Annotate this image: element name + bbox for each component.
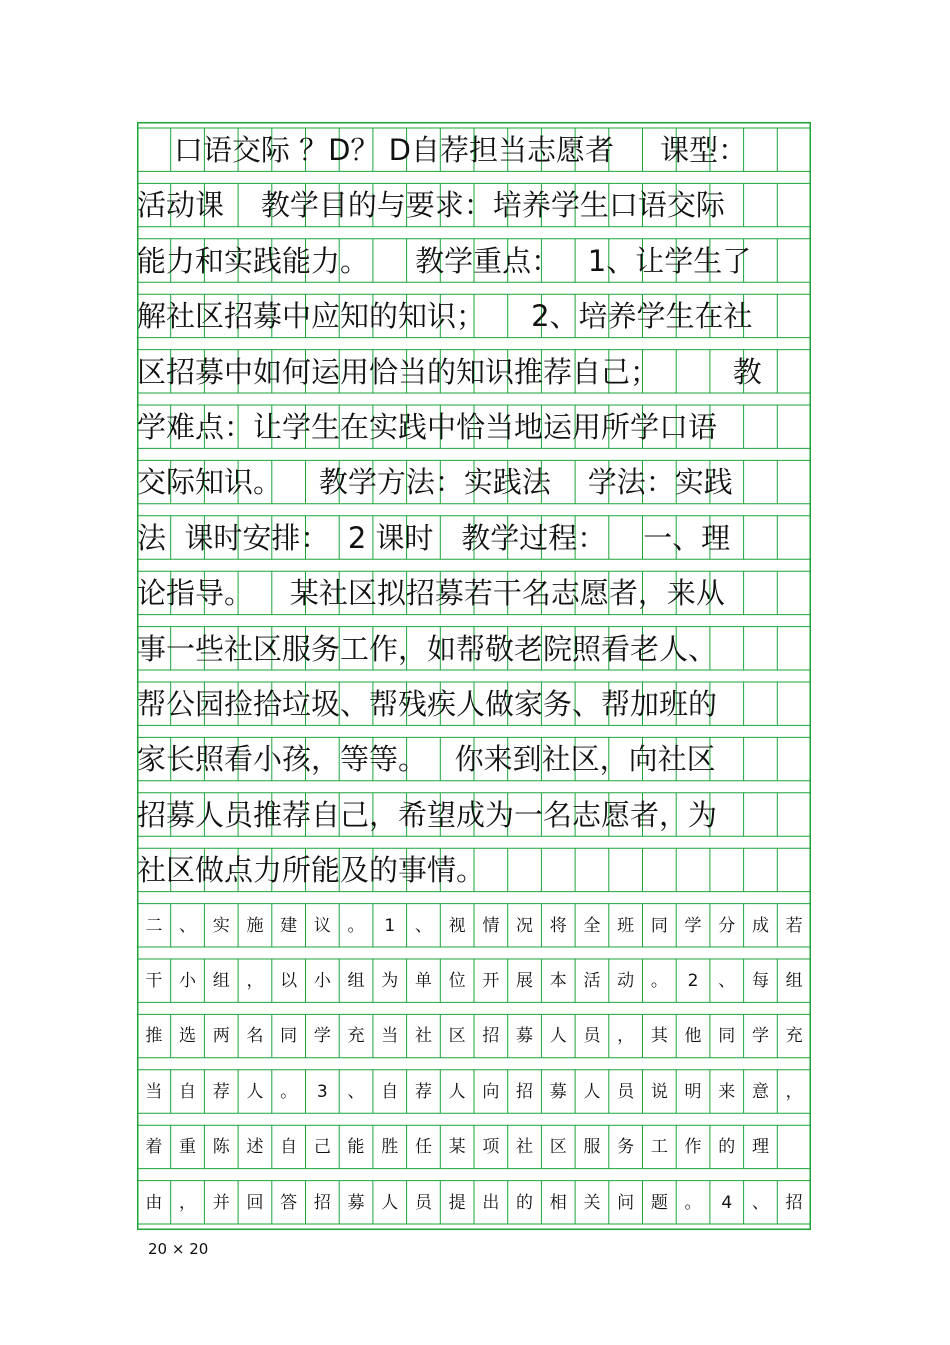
grid-cell-char: 提 [448,1192,466,1213]
grid-cell-char: 当 [145,1081,163,1102]
grid-cell-char: 、 [718,971,736,991]
grid-cell-char: 学 [684,915,702,936]
grid-cell-char: 干 [145,971,163,991]
grid-cell-char: 、 [347,1081,365,1102]
grid-cell-char: ， [246,971,264,991]
grid-cell-char: 回 [246,1192,264,1213]
paragraph-line: 活动课 教学目的与要求：培养学生口语交际 [137,188,725,223]
grid-cell-char: 自 [381,1081,399,1102]
paragraph-line: 交际知识。 教学方法：实践法 学法：实践 [137,465,733,500]
manuscript-sheet [137,122,811,1230]
grid-cell-char: 4 [721,1192,733,1213]
grid-cell-char: 关 [583,1192,601,1213]
grid-cell-char: 名 [246,1026,264,1047]
cell-line [137,953,811,1009]
grid-cell-char: 重 [179,1137,197,1158]
grid-cell-char: 。 [684,1192,702,1213]
grid-cell-char: 开 [482,971,500,991]
grid-cell-char: 建 [280,915,298,936]
grid-cell-char: 组 [212,971,230,991]
paragraph-line: 招募人员推荐自己，希望成为一名志愿者，为 [137,797,718,832]
grid-cell-char: 务 [617,1137,635,1158]
grid-cell-char: 学 [313,1026,331,1047]
grid-cell-char: 出 [482,1192,500,1213]
paragraph-line: 社区做点力所能及的事情。 [137,853,486,888]
grid-cell-char: 工 [650,1137,668,1158]
paragraph-line: 学难点：让学生在实践中恰当地运用所学口语 [137,410,718,444]
paragraph-line: 口语交际 ？D？ D自荐担当志愿者 课型： [137,133,748,167]
grid-cell-char: 本 [549,971,567,991]
paragraph-line: 家长照看小孩，等等。 你来到社区，向社区 [137,742,716,777]
grid-cell-char: 位 [448,971,466,991]
grid-cell-char: 其 [650,1026,668,1047]
grid-cell-char: 招 [482,1026,500,1047]
grid-cell-char: 人 [381,1192,399,1213]
grid-cell-char: 小 [179,971,197,991]
grid-cell-char: 1 [384,915,396,936]
paragraph-line: 帮公园捡拾垃圾、帮残疾人做家务、帮加班的 [137,687,718,721]
grid-cell-char: 项 [482,1137,500,1158]
grid-cell-char: 、 [414,915,432,936]
grid-cell-char: 答 [280,1192,298,1213]
grid-cell-char: 充 [785,1026,803,1047]
grid-cell-char: 班 [617,915,635,936]
grid-cell-char: 作 [684,1137,702,1158]
grid-cell-char: 述 [246,1137,264,1158]
grid-cell-char: 小 [313,971,331,991]
grid-cell-char: 员 [583,1026,601,1047]
grid-cell-char [777,1119,811,1175]
grid-cell-char: 社 [414,1026,432,1047]
grid-cell-char: 动 [617,971,635,991]
grid-cell-char: 员 [617,1081,635,1102]
cell-line [137,1119,811,1175]
grid-cell-char: 、 [179,915,197,936]
grid-cell-char: 以 [280,971,298,991]
grid-cell-char: 、 [751,1192,769,1213]
grid-cell-char: 员 [414,1192,432,1213]
paragraph-line: 论指导。 某社区拟招募若干名志愿者，来从 [137,576,725,611]
grid-cell-char: 同 [718,1026,736,1047]
paragraph-line: 能力和实践能力。 教学重点： 1、让学生了 [137,243,752,278]
grid-cell-char: 招 [313,1192,331,1213]
grid-cell-char: 招 [516,1081,534,1102]
grid-cell-char: 为 [381,971,399,991]
grid-cell-char: 组 [347,971,365,991]
grid-cell-char: 人 [583,1081,601,1102]
grid-cell-char: 由 [145,1192,163,1213]
grid-cell-char: 陈 [212,1137,230,1158]
grid-cell-char: 意 [751,1081,769,1102]
grid-cell-char: 实 [212,915,230,936]
grid-cell-char: 相 [549,1192,567,1213]
grid-cell-char: 。 [650,971,668,991]
paragraph-line: 区招募中如何运用恰当的知识推荐自己； 教 [137,354,762,389]
grid-cell-char: 组 [785,971,803,991]
grid-cell-char: 分 [718,915,736,936]
grid-size-label: 20 × 20 [148,1240,209,1258]
grid-cell-char: 理 [751,1137,769,1158]
grid-cell-char: 并 [212,1192,230,1213]
grid-cell-char: 。 [280,1081,298,1102]
paragraph-line: 法 课时安排： 2 课时 教学过程： 一、理 [137,520,731,555]
grid-cell-char: 的 [516,1192,534,1213]
grid-cell-char: ， [785,1081,803,1102]
grid-cell-char: 3 [316,1081,328,1102]
cell-line [137,1064,811,1120]
grid-cell-char: 施 [246,915,264,936]
grid-cell-char: 情 [482,915,500,936]
grid-cell-char: 服 [583,1137,601,1158]
grid-cell-char: 自 [179,1081,197,1102]
grid-cell-char: 成 [751,915,769,936]
grid-cell-char: 全 [583,915,601,936]
grid-cell-char: 区 [448,1026,466,1047]
grid-cell-char: 他 [684,1026,702,1047]
grid-cell-char: 活 [583,971,601,991]
grid-cell-char: 学 [751,1026,769,1047]
grid-cell-char: ， [617,1026,635,1047]
cell-line [137,1008,811,1064]
grid-cell-char: 况 [516,915,534,936]
grid-cell-char: 说 [650,1081,668,1102]
grid-cell-char: 己 [313,1137,331,1158]
grid-cell-char: 人 [549,1026,567,1047]
grid-cell-char: 某 [448,1137,466,1158]
grid-cell-char: 同 [280,1026,298,1047]
grid-cell-char: 社 [516,1137,534,1158]
grid-cell-char: 向 [482,1081,500,1102]
grid-cell-char: 区 [549,1137,567,1158]
grid-cell-char: 当 [381,1026,399,1047]
grid-cell-char: 2 [687,971,699,991]
grid-cell-char: 充 [347,1026,365,1047]
grid-cell-char: 将 [549,915,567,936]
cell-line [137,1175,811,1231]
grid-cell-char: 募 [549,1081,567,1102]
grid-cell-char: 招 [785,1192,803,1213]
grid-cell-char: 能 [347,1137,365,1158]
grid-cell-char: 荐 [414,1081,432,1102]
grid-cell-char: 两 [212,1026,230,1047]
grid-cell-char: 的 [718,1137,736,1158]
grid-cell-char: 自 [280,1137,298,1158]
grid-cell-char: ， [179,1192,197,1213]
grid-cell-char: 推 [145,1026,163,1047]
grid-cell-char: 选 [179,1026,197,1047]
grid-cell-char: 题 [650,1192,668,1213]
grid-cell-char: 募 [516,1026,534,1047]
grid-cell-char: 单 [414,971,432,991]
grid-cell-char: 明 [684,1081,702,1102]
grid-cell-char: 同 [650,915,668,936]
paragraph-line: 事一些社区服务工作，如帮敬老院照看老人、 [137,631,718,666]
grid-cell-char: 视 [448,915,466,936]
grid-cell-char: 若 [785,915,803,936]
grid-cell-char: 募 [347,1192,365,1213]
grid-cell-char: 议 [313,915,331,936]
grid-cell-char: 每 [751,971,769,991]
grid-cell-char: 人 [246,1081,264,1102]
grid-cell-char: 问 [617,1192,635,1213]
grid-cell-char: 。 [347,915,365,936]
grid-cell-char: 着 [145,1137,163,1158]
paragraph-line: 解社区招募中应知的知识； 2、培养学生在社 [137,299,753,334]
grid-cell-char: 人 [448,1081,466,1102]
grid-cell-char: 展 [516,971,534,991]
grid-cell-char: 荐 [212,1081,230,1102]
cell-line [137,898,811,954]
grid-cell-char: 来 [718,1081,736,1102]
grid-cell-char: 任 [414,1137,432,1158]
grid-cell-char: 二 [145,915,163,936]
grid-cell-char: 胜 [381,1137,399,1158]
